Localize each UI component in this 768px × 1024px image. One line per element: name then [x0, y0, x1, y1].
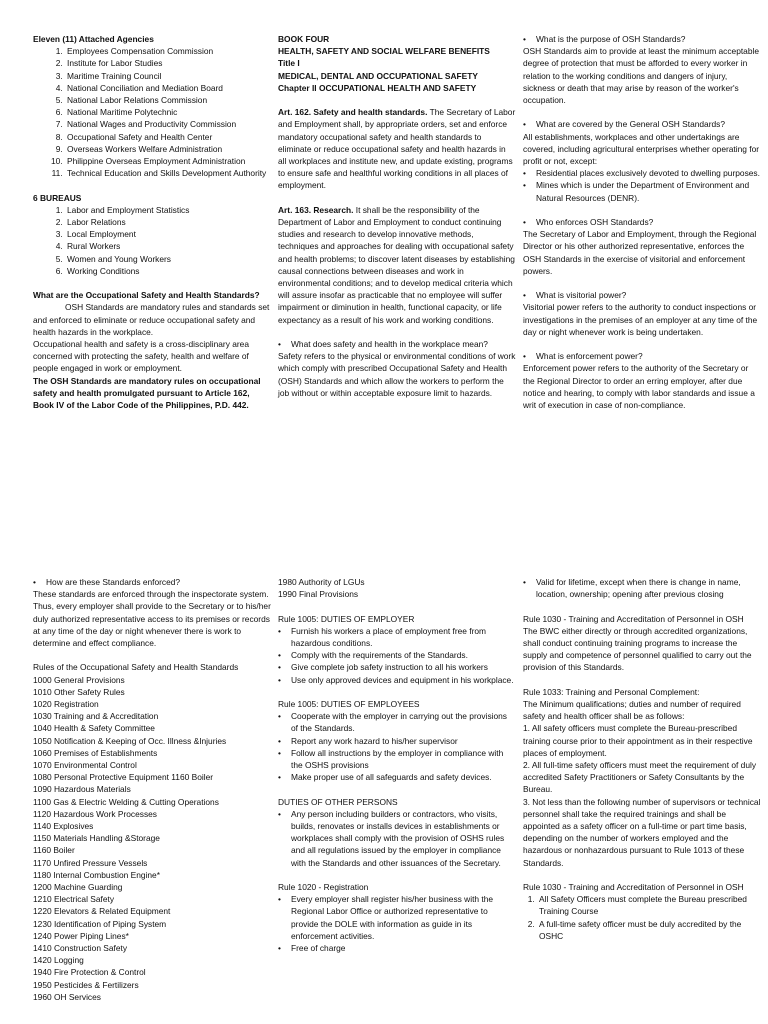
list-item: 6. National Maritime Polytechnic — [65, 106, 271, 118]
osh-definition: OSH Standards are mandatory rules and standards set and enforced to eliminate or reduce occupational safety and health hazards in the workplace. — [33, 302, 270, 337]
list-item: • Comply with the requirements of the Standards. — [278, 649, 516, 661]
answer-visitorial: Visitorial power refers to the authority to conduct inspections or investigations in the premises of an employer at any time of the day or night whenever work is being undertaken. — [523, 302, 758, 337]
answer-purpose: OSH Standards aim to provide at least the minimum acceptable degree of protection that must be afforded to every worker in relation to the working conditions and dangers of injury, sickness or death that may arise by reason of the worker's occupation. — [523, 46, 760, 106]
list-item: 3. Not less than the following number of supervisors or technical personnel shall take the required trainings and shall be appointed as a safety officer on a full-time or part time basis, depending on the number of workers employed and the hazardous or nonhazardous pursuant to Rule 1013 of these Standards. — [523, 796, 761, 868]
book-label: BOOK FOUR — [278, 34, 330, 44]
list-item: • Valid for lifetime, except when there is change in name, location, ownership; opening after previous closing — [523, 576, 761, 600]
title-name: MEDICAL, DENTAL AND OCCUPATIONAL SAFETY — [278, 70, 478, 81]
rule-line: 1990 Final Provisions — [278, 589, 359, 600]
rule-line: 1950 Pesticides & Fertilizers — [33, 979, 139, 990]
list-item: 9. Overseas Workers Welfare Administration — [65, 143, 271, 155]
question-covered: • What are covered by the General OSH Standards? — [523, 118, 761, 130]
list-item: • Report any work hazard to his/her supervisor — [278, 735, 516, 747]
list-item: 4. National Conciliation and Mediation Board — [65, 82, 271, 94]
rule-line: 1960 OH Services — [33, 991, 101, 1002]
title-label: Title I — [278, 58, 300, 69]
column-training — [523, 576, 761, 942]
question-enforcement: • What is enforcement power? — [523, 350, 761, 362]
answer-enforced: These standards are enforced through the inspectorate system. Thus, every employer shall provide to the Secretary or to his/her duly authorized representative access to its premises or records at any time of the day or night whenever there is work to determine and effect compliance. — [33, 589, 271, 649]
rule-1030-heading: Rule 1030 - Training and Accreditation of Personnel in OSH — [523, 882, 744, 893]
list-item: • Follow all instructions by the employer in compliance with the OSHS provisions — [278, 747, 516, 771]
list-item: 8. Occupational Safety and Health Center — [65, 131, 271, 143]
list-item: 5. Women and Young Workers — [65, 253, 271, 265]
rule-line: 1240 Power Piping Lines* — [33, 930, 129, 941]
answer-meaning: Safety refers to the physical or environmental conditions of work which comply with prescribed Occupational Safety and Health (OSH) Standards and which allow the workers to perform the job without or within acceptable exposure limit to hazards. — [278, 351, 516, 398]
answer-enforces: The Secretary of Labor and Employment, through the Regional Director or his other authorized representative, enforces the OSH Standards in the exercise of visitorial and enforcement powers. — [523, 229, 757, 276]
rule-1030-heading: Rule 1030 - Training and Accreditation of Personnel in OSH — [523, 613, 744, 624]
column-duties — [278, 576, 516, 954]
bureaus-list — [33, 204, 271, 277]
osh-health-text: Occupational health and safety is a cross-disciplinary area concerned with protecting the safety, health and welfare of people engaged in work or employment. — [33, 339, 249, 374]
rule-line: 1010 Other Safety Rules — [33, 686, 125, 697]
answer-enforcement: Enforcement power refers to the authority of the Secretary or the Regional Director to order an erring employer, after due notice and hearing, to comply with labor standards and issue a writ of execution in case of non-compliance. — [523, 363, 755, 411]
list-item: 1. All safety officers must complete the Bureau-prescribed training course prior to their appointment as in their respective places of employment. — [523, 723, 753, 758]
list-item: • Free of charge — [278, 942, 516, 954]
list-item: • Cooperate with the employer in carrying out the provisions of the Standards. — [278, 710, 516, 734]
rule-line: 1060 Premises of Establishments — [33, 747, 158, 758]
list-item: 4. Rural Workers — [65, 240, 271, 252]
art-163-heading: Art. 163. Research. — [278, 204, 354, 215]
list-item: • Any person including builders or contractors, who visits, builds, renovates or installs devices in establishments or workplaces shall comply with the provision of OSHS rules and all regulations issued by the employer in compliance with the Standards and other issuances of the Secretary. — [278, 808, 516, 869]
list-item: 3. Local Employment — [65, 228, 271, 240]
rule-line: 1070 Environmental Control — [33, 760, 137, 771]
duties-other-heading: DUTIES OF OTHER PERSONS — [278, 796, 398, 807]
rule-line: 1050 Notification & Keeping of Occ. Illness &Injuries — [33, 735, 227, 746]
column-book-four — [278, 33, 516, 399]
question-enforces: • Who enforces OSH Standards? — [523, 216, 761, 228]
book-title: HEALTH, SAFETY AND SOCIAL WELFARE BENEFITS — [278, 46, 490, 57]
list-item: 2. A full-time safety officer must be duly accredited by the OSHC — [537, 918, 761, 942]
art-163 — [278, 204, 516, 326]
rule-line: 1030 Training and & Accreditation — [33, 711, 159, 722]
rule-line: 1420 Logging — [33, 955, 84, 966]
list-item: • Use only approved devices and equipment in his workplace. — [278, 674, 516, 686]
art-162 — [278, 106, 516, 191]
question-enforced: • How are these Standards enforced? — [33, 576, 271, 588]
list-item: 5. National Labor Relations Commission — [65, 94, 271, 106]
art-162-heading: Art. 162. Safety and health standards. — [278, 107, 428, 118]
list-item: 1. Labor and Employment Statistics — [65, 204, 271, 216]
list-item: 3. Maritime Training Council — [65, 70, 271, 82]
rule-line: 1230 Identification of Piping System — [33, 918, 167, 929]
rule-line: 1040 Health & Safety Committee — [33, 723, 155, 734]
list-item: 10. Philippine Overseas Employment Administration — [65, 155, 271, 167]
question-purpose: • What is the purpose of OSH Standards? — [523, 33, 761, 45]
list-item: 2. All full-time safety officers must meet the requirement of duly accredited Safety Practitioners or Safety Consultants by the Bureau. — [523, 760, 757, 795]
list-item: 7. National Wages and Productivity Commission — [65, 118, 271, 130]
list-item: • Furnish his workers a place of employment free from hazardous conditions. — [278, 625, 516, 649]
rule-line: 1150 Materials Handling &Storage — [33, 833, 160, 844]
bureaus-heading: 6 BUREAUS — [33, 192, 82, 203]
rule-1020-heading: Rule 1020 - Registration — [278, 882, 369, 893]
column-rules — [33, 576, 271, 1003]
duties-employees-heading: Rule 1005: DUTIES OF EMPLOYEES — [278, 699, 420, 709]
list-item: • Give complete job safety instruction to all his workers — [278, 661, 516, 673]
agencies-list — [33, 45, 271, 179]
rule-line: 1100 Gas & Electric Welding & Cutting Operations — [33, 796, 219, 807]
list-item: 2. Labor Relations — [65, 216, 271, 228]
training-list — [523, 893, 761, 942]
art-162-body: The Secretary of Labor and Employment shall, by appropriate orders, set and enforce mandatory occupational safety and health standards to eliminate or reduce occupational safety and health hazards in all workplaces and institute new, and update existing, programs to ensure safe and healthful working conditions in all places of employment. — [278, 107, 516, 191]
list-item: 1. Employees Compensation Commission — [65, 45, 271, 57]
agencies-heading: Eleven (11) Attached Agencies — [33, 34, 154, 44]
art-163-body: It shall be the responsibility of the Department of Labor and Employment to conduct continuing studies and research to develop innovative methods, techniques and approaches for dealing with occupational safety and health problems; to discover latent diseases by establishing causal connections between diseases and work in environmental conditions; and to develop medical criteria which will assure insofar as practicable that no employee will suffer impairment or diminution in health, functional capacity, or life expectancy as a result of his work and working conditions. — [278, 204, 515, 325]
rule-1033-heading: Rule 1033: Training and Personal Complement: — [523, 686, 700, 697]
list-item: • Make proper use of all safeguards and safety devices. — [278, 771, 516, 783]
rule-line: 1160 Boiler — [33, 845, 75, 856]
rule-line: 1210 Electrical Safety — [33, 894, 115, 905]
list-item: 2. Institute for Labor Studies — [65, 57, 271, 69]
chapter-label: Chapter II OCCUPATIONAL HEALTH AND SAFETY — [278, 82, 477, 93]
osh-question: What are the Occupational Safety and Health Standards? — [33, 290, 260, 301]
duties-employer-heading: Rule 1005: DUTIES OF EMPLOYER — [278, 613, 415, 624]
rule-line: 1180 Internal Combustion Engine* — [33, 869, 160, 880]
rule-1030-body: The BWC either directly or through accredited organizations, shall conduct continuing training programs to increase the supply and competence of personnel qualified to carry out the provision of this Standards. — [523, 625, 752, 673]
list-item: 6. Working Conditions — [65, 265, 271, 277]
rule-line: 1410 Construction Safety — [33, 943, 128, 954]
osh-legal-basis: The OSH Standards are mandatory rules on occupational safety and health promulgated pursuant to Article 162, Book IV of the Labor Code of the Philippines, P.D. 442. — [33, 375, 261, 411]
rule-line: 1140 Explosives — [33, 821, 94, 832]
rule-line: 1200 Machine Guarding — [33, 882, 123, 893]
column-faq — [523, 33, 761, 411]
rule-line: 1020 Registration — [33, 699, 99, 710]
answer-covered: All establishments, workplaces and other undertakings are covered, including agricultural enterprises whether operating for profit or not, except: — [523, 131, 760, 167]
list-item: 1. All Safety Officers must complete the Bureau prescribed Training Course — [537, 893, 761, 917]
rule-line: 1000 General Provisions — [33, 674, 125, 685]
question-visitorial: • What is visitorial power? — [523, 289, 761, 301]
rule-line: 1940 Fire Protection & Control — [33, 967, 146, 978]
rule-line: 1120 Hazardous Work Processes — [33, 808, 157, 819]
exception-item: • Mines which is under the Department of Environment and Natural Resources (DENR). — [523, 179, 761, 203]
question-meaning: • What does safety and health in the workplace mean? — [278, 338, 516, 350]
rule-line: 1220 Elevators & Related Equipment — [33, 906, 171, 917]
rule-line: 1170 Unfired Pressure Vessels — [33, 857, 148, 868]
rule-1033-body: The Minimum qualifications; duties and number of required safety and health officer shall be as follows: — [523, 699, 741, 722]
rule-line: 1090 Hazardous Materials — [33, 784, 131, 795]
rules-heading: Rules of the Occupational Safety and Health Standards — [33, 662, 239, 673]
list-item: 11. Technical Education and Skills Development Authority — [65, 167, 271, 179]
exception-item: • Residential places exclusively devoted to dwelling purposes. — [523, 167, 761, 179]
column-agencies — [33, 33, 271, 411]
rule-line: 1080 Personal Protective Equipment 1160 Boiler — [33, 772, 214, 783]
rule-line: 1980 Authority of LGUs — [278, 577, 365, 587]
list-item: • Every employer shall register his/her business with the Regional Labor Office or authorized representative to provide the DOLE with information as guide in its enforcement activities. — [278, 893, 516, 942]
